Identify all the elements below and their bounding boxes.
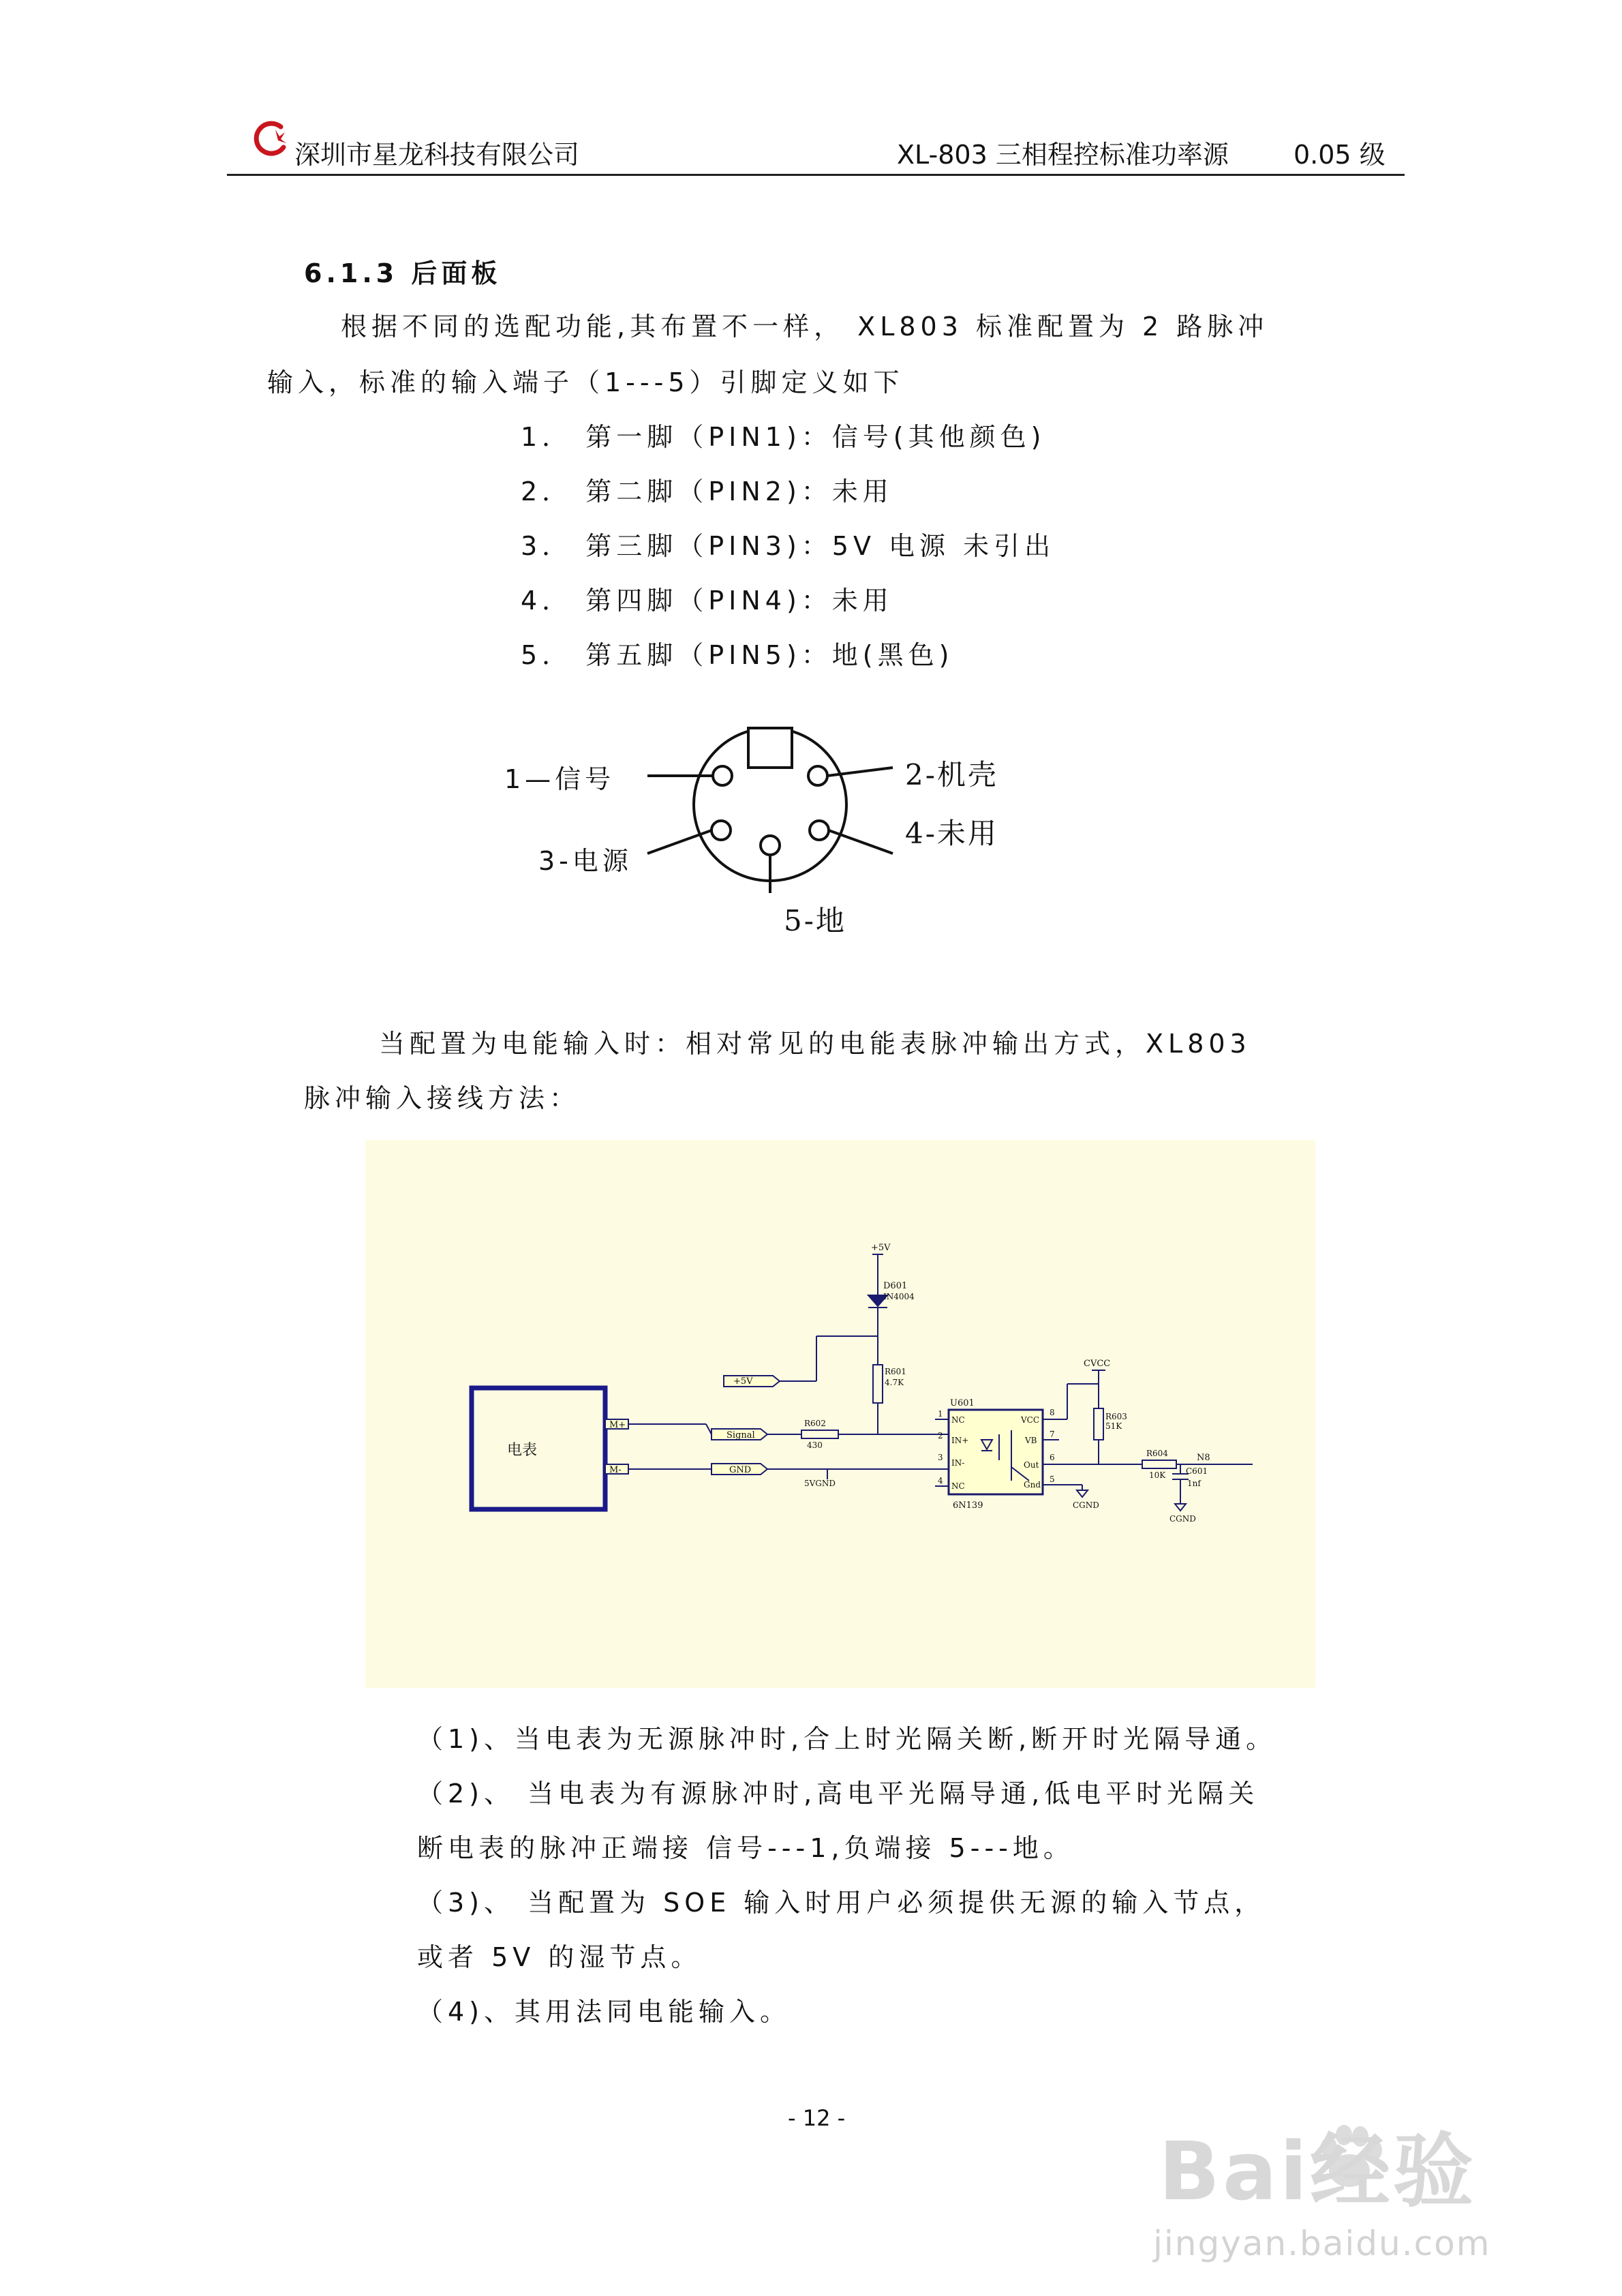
accuracy-grade: 0.05 级 [1294,140,1386,170]
pin-item: 5． 第五脚（PIN5)：地(黑色) [521,640,954,670]
svg-text:6: 6 [1050,1453,1055,1462]
pin-item: 2． 第二脚（PIN2)：未用 [521,477,893,507]
wiring-intro-line-1: 当配置为电能输入时：相对常见的电能表脉冲输出方式，XL803 [379,1029,1251,1059]
connector-key [748,728,792,768]
pin-3-hole [711,821,731,840]
schematic-panel [365,1140,1315,1688]
svg-text:R602: R602 [804,1419,826,1428]
pin-4-hole [810,821,829,840]
din-connector-diagram [641,723,940,913]
svg-text:Out: Out [1024,1460,1039,1470]
svg-text:U601: U601 [950,1398,975,1408]
note-1: （1)、当电表为无源脉冲时,合上时光隔关断,断开时光隔导通。 [417,1724,1277,1754]
pin-1-hole [713,766,732,785]
svg-text:10K: 10K [1149,1470,1166,1480]
svg-text:4.7K: 4.7K [885,1378,904,1387]
svg-text:CVCC: CVCC [1084,1359,1111,1369]
svg-text:IN-: IN- [951,1458,965,1468]
svg-text:GND: GND [729,1465,752,1475]
svg-text:CGND: CGND [1073,1500,1099,1510]
connector-label-2: 2-机壳 [905,758,998,791]
svg-text:VCC: VCC [1021,1415,1040,1425]
note-4: （4)、其用法同电能输入。 [417,1997,791,2027]
r601-resistor [873,1365,883,1403]
svg-text:IN+: IN+ [951,1436,969,1445]
svg-text:C601: C601 [1186,1466,1208,1476]
page-number: - 12 - [788,2105,846,2131]
watermark-url: jingyan.baidu.com [1153,2224,1491,2263]
watermark-brand: Bai经验 [1159,2124,1477,2218]
note-3-line-1: （3)、 当配置为 SOE 输入时用户必须提供无源的输入节点， [417,1888,1266,1918]
note-2-line-1: （2)、 当电表为有源脉冲时,高电平光隔导通,低电平时光隔关 [417,1779,1259,1809]
svg-text:R603: R603 [1105,1412,1127,1421]
connector-label-4: 4-未用 [905,817,998,850]
svg-text:430: 430 [807,1440,823,1450]
meter-box [472,1388,605,1509]
r603-resistor [1094,1408,1103,1440]
svg-text:Signal: Signal [726,1430,755,1440]
svg-text:VB: VB [1025,1436,1037,1445]
note-3-line-2: 或者 5V 的湿节点。 [417,1942,702,1972]
svg-text:NC: NC [951,1415,965,1425]
pin-2-hole [808,766,827,785]
svg-text:1nf: 1nf [1187,1479,1201,1488]
intro-line-2: 输入，标准的输入端子（1---5）引脚定义如下 [267,367,904,397]
svg-text:Gnd: Gnd [1024,1480,1041,1490]
connector-label-3: 3-电源 [538,846,632,876]
svg-text:7: 7 [1050,1430,1055,1439]
svg-text:51K: 51K [1105,1421,1122,1431]
connector-label-1: 1—信号 [504,764,615,794]
svg-text:N8: N8 [1197,1453,1210,1463]
intro-line-1: 根据不同的选配功能,其布置不一样， XL803 标准配置为 2 路脉冲 [341,312,1269,342]
company-name: 深圳市星龙科技有限公司 [294,140,580,170]
svg-text:2: 2 [938,1431,943,1440]
pin-item: 1． 第一脚（PIN1)：信号(其他颜色) [521,422,1046,452]
svg-text:1: 1 [938,1409,943,1419]
svg-text:M+: M+ [609,1420,626,1430]
r604-resistor [1142,1460,1176,1468]
wiring-intro-line-2: 脉冲输入接线方法： [304,1083,581,1113]
svg-text:8: 8 [1050,1408,1055,1417]
pin-item: 4． 第四脚（PIN4)：未用 [521,586,893,616]
svg-text:M-: M- [609,1465,622,1475]
svg-text:3: 3 [938,1453,943,1462]
note-2-line-2: 断电表的脉冲正端接 信号---1,负端接 5---地。 [417,1833,1074,1863]
r602-resistor [801,1430,838,1438]
svg-text:D601: D601 [883,1281,908,1291]
pin-item: 3． 第三脚（PIN3)：5V 电源 未引出 [521,531,1056,561]
meter-label: 电表 [507,1442,538,1459]
svg-text:R604: R604 [1146,1449,1168,1458]
svg-text:5VGND: 5VGND [804,1479,836,1488]
svg-text:+5V: +5V [871,1243,891,1253]
svg-text:4: 4 [938,1476,943,1485]
svg-text:R601: R601 [885,1367,906,1376]
svg-text:+5V: +5V [733,1376,753,1387]
section-heading: 6.1.3 后面板 [304,258,502,288]
pin-5-hole [761,836,780,855]
svg-text:CGND: CGND [1169,1514,1196,1524]
svg-text:6N139: 6N139 [953,1500,983,1511]
company-logo [251,120,289,158]
connector-label-5: 5-地 [784,904,846,937]
header-divider [227,174,1405,176]
svg-text:NC: NC [951,1481,965,1491]
product-title: XL-803 三相程控标准功率源 [897,140,1229,170]
svg-text:5: 5 [1050,1475,1055,1484]
svg-text:IN4004: IN4004 [883,1292,915,1301]
